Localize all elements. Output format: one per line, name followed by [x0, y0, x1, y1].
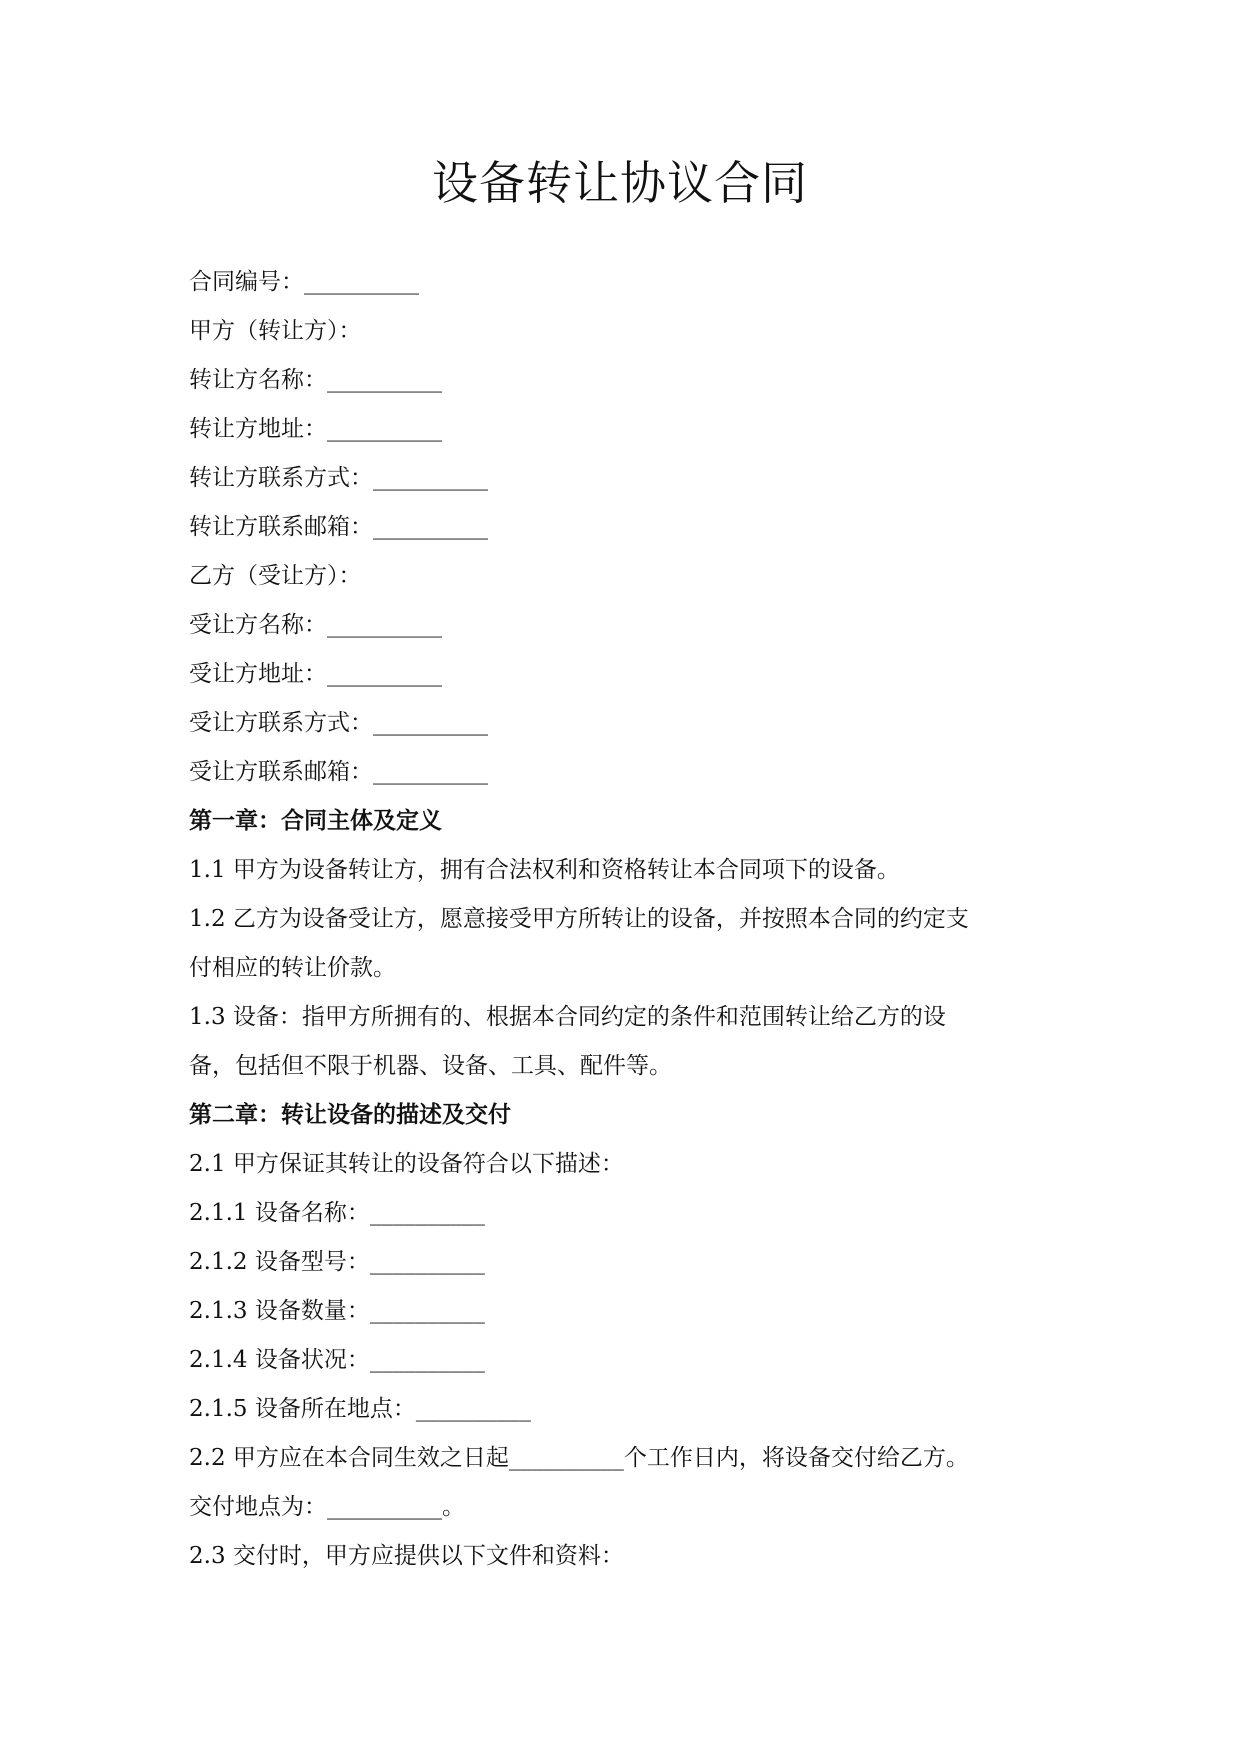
document-line: 2.1.5 设备所在地点：__________ — [189, 1396, 531, 1422]
section-heading: 第二章：转让设备的描述及交付 — [189, 1102, 511, 1128]
document-line: 转让方地址：__________ — [189, 416, 442, 442]
document-line: 2.1.2 设备型号：__________ — [189, 1249, 485, 1275]
document-line: 受让方联系方式：__________ — [189, 710, 488, 736]
document-line: 付相应的转让价款。 — [189, 955, 396, 981]
document-line: 2.1.4 设备状况：__________ — [189, 1347, 485, 1373]
document-line: 交付地点为：__________。 — [189, 1494, 465, 1520]
document-line: 2.1.3 设备数量：__________ — [189, 1298, 485, 1324]
document-line: 1.3 设备：指甲方所拥有的、根据本合同约定的条件和范围转让给乙方的设 — [189, 1004, 946, 1030]
document-line: 转让方名称：__________ — [189, 367, 442, 393]
document-line: 2.1 甲方保证其转让的设备符合以下描述： — [189, 1151, 624, 1177]
document-line: 乙方（受让方）： — [189, 563, 362, 589]
document-line: 备，包括但不限于机器、设备、工具、配件等。 — [189, 1053, 672, 1079]
document-line: 转让方联系邮箱：__________ — [189, 514, 488, 540]
document-line: 受让方联系邮箱：__________ — [189, 759, 488, 785]
document-body — [189, 258, 1059, 1581]
document-line: 甲方（转让方）： — [189, 318, 362, 344]
document-line: 转让方联系方式：__________ — [189, 465, 488, 491]
document-line: 2.3 交付时，甲方应提供以下文件和资料： — [189, 1543, 624, 1569]
document-line: 受让方地址：__________ — [189, 661, 442, 687]
document-line: 1.1 甲方为设备转让方，拥有合法权利和资格转让本合同项下的设备。 — [189, 857, 900, 883]
document-line: 1.2 乙方为设备受让方，愿意接受甲方所转让的设备，并按照本合同的约定支 — [189, 906, 969, 932]
document-line: 2.2 甲方应在本合同生效之日起__________个工作日内，将设备交付给乙方。 — [189, 1445, 969, 1471]
section-heading: 第一章：合同主体及定义 — [189, 808, 442, 834]
document-title: 设备转让协议合同 — [432, 156, 808, 210]
document-line: 受让方名称：__________ — [189, 612, 442, 638]
document-line: 合同编号：__________ — [189, 269, 419, 295]
document-line: 2.1.1 设备名称：__________ — [189, 1200, 485, 1226]
